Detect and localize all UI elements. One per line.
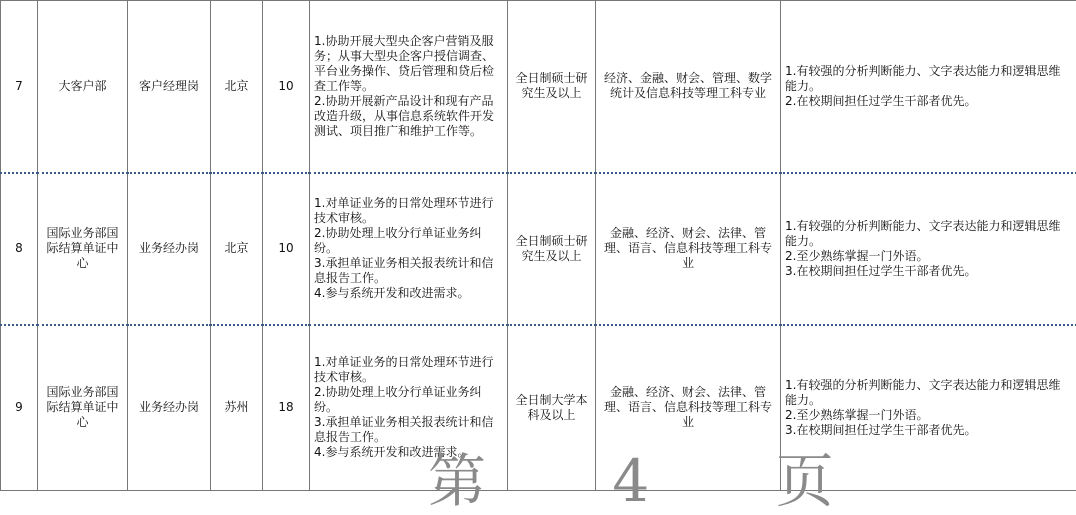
location-cell: 北京: [211, 173, 263, 325]
duty-item: 2.协助开展新产品设计和现有产品改造升级，从事信息系统软件开发测试、项目推广和维护工作等。: [314, 94, 503, 139]
education-cell: 全日制硕士研究生及以上: [508, 173, 596, 325]
requirement-item: 2.至少熟练掌握一门外语。: [785, 249, 1072, 264]
requirement-item: 3.在校期间担任过学生干部者优先。: [785, 264, 1072, 279]
department-cell: 国际业务部国际结算单证中心: [38, 173, 128, 325]
duty-item: 3.承担单证业务相关报表统计和信息报告工作。: [314, 256, 503, 286]
position-cell: 客户经理岗: [128, 1, 211, 173]
duty-item: 2.协助处理上收分行单证业务纠纷。: [314, 385, 503, 415]
department-cell: 国际业务部国际结算单证中心: [38, 325, 128, 491]
headcount-cell: 18: [263, 325, 310, 491]
duty-item: 4.参与系统开发和改进需求。: [314, 445, 503, 460]
requirements-cell: [781, 173, 1076, 325]
location-cell: 苏州: [211, 325, 263, 491]
major-cell: 金融、经济、财会、法律、管理、语言、信息科技等理工科专业: [596, 173, 781, 325]
duty-item: 3.承担单证业务相关报表统计和信息报告工作。: [314, 415, 503, 445]
requirement-item: 2.至少熟练掌握一门外语。: [785, 408, 1072, 423]
major-cell: 金融、经济、财会、法律、管理、语言、信息科技等理工科专业: [596, 325, 781, 491]
requirement-item: 3.在校期间担任过学生干部者优先。: [785, 423, 1072, 438]
requirement-item: 1.有较强的分析判断能力、文字表达能力和逻辑思维能力。: [785, 64, 1072, 94]
location-cell: 北京: [211, 1, 263, 173]
education-cell: 全日制大学本科及以上: [508, 325, 596, 491]
requirements-cell: [781, 1, 1076, 173]
education-cell: 全日制硕士研究生及以上: [508, 1, 596, 173]
duty-item: 1.对单证业务的日常处理环节进行技术审核。: [314, 355, 503, 385]
row-number: 8: [1, 173, 38, 325]
duty-item: 4.参与系统开发和改进需求。: [314, 286, 503, 301]
row-number: 7: [1, 1, 38, 173]
row-number: 9: [1, 325, 38, 491]
headcount-cell: 10: [263, 1, 310, 173]
position-cell: 业务经办岗: [128, 325, 211, 491]
major-cell: 经济、金融、财会、管理、数学统计及信息科技等理工科专业: [596, 1, 781, 173]
headcount-cell: 10: [263, 173, 310, 325]
table-row: [1, 173, 1076, 325]
duties-cell: [310, 173, 508, 325]
requirement-item: 1.有较强的分析判断能力、文字表达能力和逻辑思维能力。: [785, 219, 1072, 249]
duty-item: 1.对单证业务的日常处理环节进行技术审核。: [314, 196, 503, 226]
duty-item: 1.协助开展大型央企客户营销及服务；从事大型央企客户授信调查、平台业务操作、贷后管理和贷后检查工作等。: [314, 34, 503, 94]
position-cell: 业务经办岗: [128, 173, 211, 325]
duty-item: 2.协助处理上收分行单证业务纠纷。: [314, 226, 503, 256]
requirement-item: 2.在校期间担任过学生干部者优先。: [785, 94, 1072, 109]
page-number-watermark: 第 4 页: [428, 452, 888, 510]
requirement-item: 1.有较强的分析判断能力、文字表达能力和逻辑思维能力。: [785, 378, 1072, 408]
department-cell: 大客户部: [38, 1, 128, 173]
duties-cell: [310, 1, 508, 173]
table-row: [1, 1, 1076, 173]
